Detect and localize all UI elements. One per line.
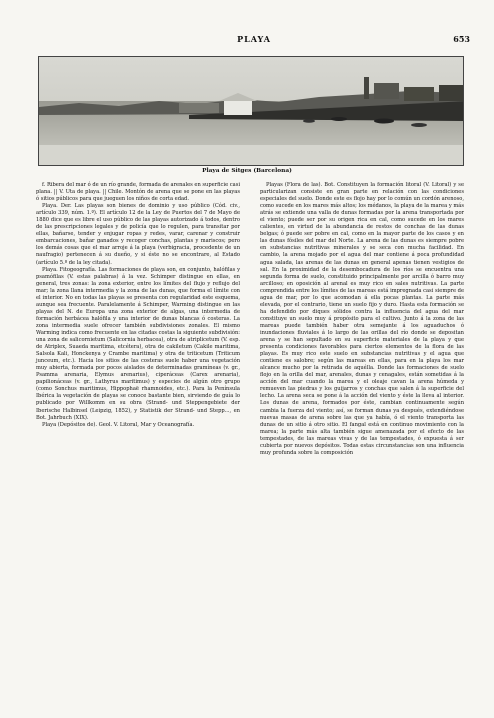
left-paragraph: Playa (Depósitos de). Geol. V. Litoral, Mar y Oceanografía. bbox=[42, 421, 195, 428]
beach-photo-illustration bbox=[39, 57, 463, 165]
page-header bbox=[38, 34, 470, 46]
left-paragraph: Playa. Fitogeografía. Las formaciones de playa son, en conjunto, halófilas y psamófilas (V. estas palabras) á la vez. Schimper distingue en ellas, en general, tres zonas: la zona exterior, entre los límites del flujo y reflujo del mar; la zona llana intermedia y la zona de las dunas, que forma el límite con el interior. No en todas las playas se presenta con regularidad este esquema, aunque sea frecuente. Paralelamente á Schimper, Warming distingue en las playas del N. de Europa una zona exterior de algas, una intermedia de formación herbácea halófila y una interior de dunas blancas ó costeras. La zona intermedia suele ofrecer también subdivisiones zonales. El mismo Warming indica como frecuente en las citadas costas la siguiente subdivisión: una zona de salicornietum (Salicornia herbacea), otra de atriplicetum (V. esp. de Atriplex, Suaeda maritima, etcétera), otra de cakiletum (Cakile maritima, Salsola Kali, Honckenya y Crambe maritima) y otra de triticetum (Triticum junceum, etc.). Hacia los sitios de las costeras suele haber una vegetación muy abierta, formada por pocos aislados de determinadas gramíneas (v. gr., Psamma arenaria, Elymus arenarius), ciperáceas (Carex arenaria), papilionáceas (v. gr., Lathyrus maritimus) y especies de algún otro grupo (como Sonchus maritimus, Hippophaë rhamnoides, etc.). Para la Península Ibérica la vegetación de playas se conoce bastante bien, sirviendo de guía lo publicado por Willkomm en su obra (Strand- und Steppengebiete der Iberische Halbinsel (Leipzig, 1852), y Statistik der Strand- und Stepp..., en Bot. Jahrbuch (XIX). bbox=[36, 266, 240, 421]
left-column bbox=[36, 182, 240, 429]
page-number: 653 bbox=[453, 34, 470, 44]
page-title: PLAYA bbox=[237, 34, 271, 44]
right-column bbox=[260, 182, 464, 457]
left-paragraph: Playa. Der. Las playas son bienes de dominio y uso público (Cód. civ., artículo 339, núm. 1.º). El artículo 12 de la Ley de Puertos del 7 de Mayo de 1880 dice que es libre el uso público de las playas autorizado á todos, dentro de las prescripciones legales y de policía que lo regulen, para transitar por ellas, bañarse, tender y enjugar ropas y redes, varar, carenar y construir embarcaciones, bañar ganados y recoger conchas, plantas y mariscos; pero los demás cosas que el mar arroje á la playa (verbigracia, procedente de un naufragio) pertenecen á su dueño, y si éste no se encontrare, al Estado (artículo 5.º de la ley citada). bbox=[36, 203, 240, 266]
beach-photo bbox=[38, 56, 464, 166]
photo-caption: Playa de Sitges (Barcelona) bbox=[202, 168, 292, 174]
right-paragraph: Playas (Flora de las). Bot. Constituyen la formación litoral (V. Litoral) y se particularizan consiste en gran parte en relación con las condiciones especiales del suelo. Donde este es flojo hay por lo común un cordón arenoso, como sucede en los mares más altos; los médanos, la playa de la marea y más atrás se extiende una valla de dunas formadas por la arena transportada por el viento; puede ser por su origen rica en cal, como sucede en los mares calientes, en virtud de la abundancia de restos de conchas de las dunas belgas; ó puede ser pobre en cal, como en la mayor parte de los casos y en las dunas fósiles del mar del Norte. La arena de las dunas es siempre pobre en substancias nutritivas minerales y se seca con mucha facilidad. En cambio, la arena mojado por el agua del mar contiene á poca profundidad agua salada, las arenas de las dunas en general apenas tienen vestigios de sal. En la proximidad de la desembocadura de los ríos se encuentra una segunda forma de suelo, constituido principalmente por arcilla ó barro muy arcilloso; en oposición al arenal es muy rico en sales nutritivas. La parte comprendida entre los límites de las mareas está impregnada casi siempre de agua de mar, por lo que acomodan á ella pocas plantas. La parte más elevada, por el contrario, tiene un suelo fijo y duro. Hasta esta formación se ha defendido por diques sólidos contra la influencia del agua del mar constituye un suelo muy á propósito para el cultivo. Junto á la zona de las mareas puede también haber otra semejante á los aguaduchos ó inundaciones fluviales á lo largo de las orillas del río donde se depositan arena y se han sepultado en su superficie materiales de la playa y que presenta condiciones favorables para ciertos elementos de la flora de las playas. Es muy rico este suelo en substancias nutritivas y el agua que contiene es salobre; según las mareas en ellas, para en la playa los mar alcance mucho por la retirada de aquélla. Donde las formaciones de suelo flojo en la orilla del mar, arenales, dunas y cenagales, están sometidas á la acción del mar cuando la marea y el oleaje cavan la arena húmeda y remueven las piedras y los guijarros y conchas que salen á la superficie del lecho. La arena seca se pone á la acción del viento y éste la lleva al interior. Los dunas de arena, formados por éste, cambian continuamente según cambia la fuerza del viento; así, se forman dunas ya después, extendiéndose nuevas masas de arena sobre las que ya había, ó el viento transporta las dunas de un sitio á otro sitio. El fangal está en continuo movimiento con la marea; la parte más alta también sigue amenazada por el efecto de las tempestades, de las mareas vivas y de las tempestades, ó expuesta á ser cubierta por nuevos depósitos. Todas estas circunstancias son una influencia muy profunda sobre la composición bbox=[260, 182, 464, 456]
left-paragraph: f. Ribera del mar ó de un río grande, formada de arenales en superficie casi plana. || V. Uta de playa. || Chile. Montón de arena que se pone en las playas ó sitios públicos para que jueguen los niños de corta edad. bbox=[36, 182, 240, 203]
